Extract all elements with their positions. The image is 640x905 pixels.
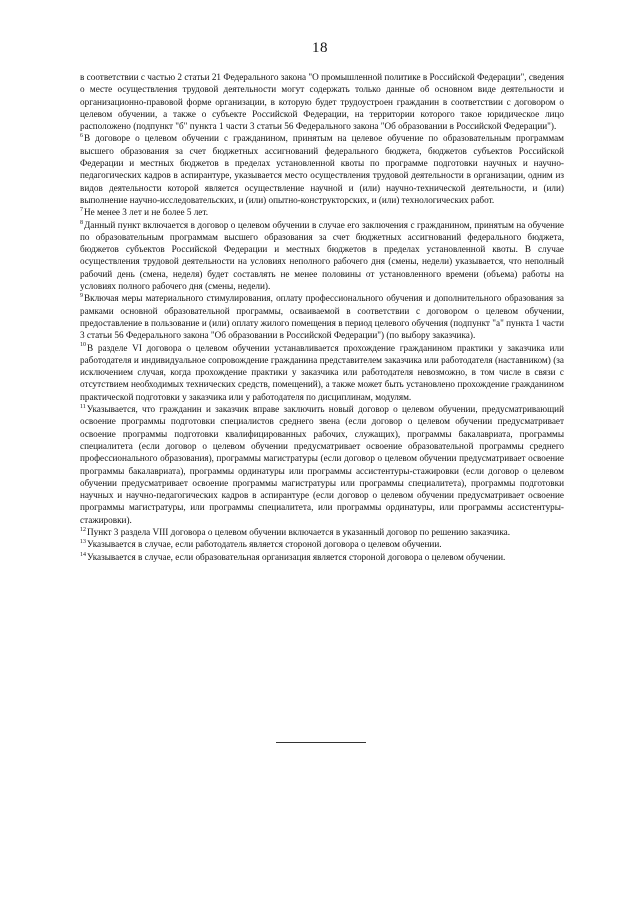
footnote-11 <box>80 403 564 526</box>
footnote-marker: 14 <box>80 551 86 558</box>
page-number: 18 <box>312 40 328 56</box>
footnote-continuation: в соответствии с частью 2 статьи 21 Федерального закона "О промышленной политике в Российской Федерации", сведения о месте осуществления трудовой деятельности могут содержать только данные об основном виде деятельности и организационно-правовой форме организации, в которую будет трудоустроен гражданин в соответствии с договором о целевом обучении, а также о субъекте Российской Федерации, на территории которого такое юридическое лицо расположено (подпункт "б" пункта 1 части 3 статьи 56 Федерального закона "Об образовании в Российской Федерации"). <box>80 72 564 132</box>
footnote-marker: 10 <box>80 342 86 349</box>
footnote-10 <box>80 342 564 403</box>
footnote-text: Не менее 3 лет и не более 5 лет. <box>84 207 208 218</box>
footnote-marker: 7 <box>80 207 83 214</box>
footnotes-section <box>80 71 564 563</box>
footnote-text: Указывается в случае, если образовательная организация является стороной договора о целевом обучении. <box>87 551 506 562</box>
footnote-text: Пункт 3 раздела VIII договора о целевом обучении включается в указанный договор по решению заказчика. <box>87 526 511 537</box>
footnote-text: Данный пункт включается в договор о целевом обучении в случае его заключения с гражданином, принятым на обучение по образовательным программам высшего образования за счет бюджетных ассигнований федерального бюджета, бюджетов субъектов Российской Федерации и местных бюджетов в пределах установленной квоты. В случае осуществления трудовой деятельности на условиях неполного рабочего дня (смены, недели) указывается, что неполный рабочий день (смена, неделя) будет составлять не менее половины от установленного времени (объема) работы на условиях полного рабочего дня (смены, недели). <box>80 219 564 292</box>
footnote-marker: 8 <box>80 219 83 226</box>
footnote-marker: 12 <box>80 526 86 533</box>
footnote-text: В договоре о целевом обучении с гражданином, принятым на целевое обучение по образовательным программам высшего образования за счет бюджетных ассигнований федерального бюджета, бюджетов субъектов Российской Федерации и местных бюджетов в пределах установленной квоты по программе подготовки научных и научно-педагогических кадров в аспирантуре, указывается место осуществления трудовой деятельности в организации, одним из видов деятельности которой является осуществление научной и (или) научно-технической деятельности, и (или) выполнение научно-исследовательских, и (или) опытно-конструкторских, и (или) технологических работ. <box>80 133 564 205</box>
footnote-9 <box>80 292 564 341</box>
footnote-text: Включая меры материального стимулирования, оплату профессионального обучения и дополнительного образования за рамками основной образовательной программы, осваиваемой в соответствии с договором о целевом обучении, предоставление в пользование и (или) оплату жилого помещения в период целевого обучения (подпункт "а" пункта 1 части 3 статьи 56 Федерального закона "Об образовании в Российской Федерации") (по выбору заказчика). <box>80 293 564 341</box>
end-divider-line <box>276 742 366 743</box>
footnote-8 <box>80 219 564 293</box>
footnote-12 <box>80 526 564 538</box>
footnote-marker: 13 <box>80 539 86 546</box>
footnote-marker: 11 <box>80 403 86 410</box>
footnote-13 <box>80 538 564 550</box>
footnote-14 <box>80 551 564 563</box>
footnote-6 <box>80 132 564 206</box>
footnote-text: В разделе VI договора о целевом обучении устанавливается прохождение гражданином практики у заказчика или работодателя и индивидуальное сопровождение гражданина представителем заказчика или работодателя (наставником) (за исключением случая, когда прохождение практики у заказчика или работодателя невозможно, в том числе в связи с отсутствием необходимых технических средств, помещений), а также может быть установлено прохождение гражданином практической подготовки у заказчика или у работодателя по дисциплинам, модулям. <box>80 342 564 402</box>
footnote-marker: 6 <box>80 133 83 140</box>
footnote-marker: 9 <box>80 293 83 300</box>
footnote-7 <box>80 206 564 218</box>
footnote-text: Указывается в случае, если работодатель является стороной договора о целевом обучении. <box>87 539 442 550</box>
footnote-text: Указывается, что гражданин и заказчик вправе заключить новый договор о целевом обучении, предусматривающий освоение программы подготовки специалистов среднего звена (если договор о целевом обучении предусматривает освоение программы подготовки квалифицированных рабочих, служащих), программы бакалавриата, программы специалитета (если договор о целевом обучении предусматривает освоение образовательной программы среднего профессионального образования), программы магистратуры (если договор о целевом обучении предусматривает освоение программы бакалавриата), программы ординатуры или программы ассистентуры-стажировки (если договор о целевом обучении предусматривает освоение программы магистратуры или программы специалитета), программы подготовки научных и научно-педагогических кадров в аспирантуре (если договор о целевом обучении предусматривает освоение программы магистратуры, или программы специалитета, или программы ординатуры, или программы ассистентуры-стажировки). <box>80 404 564 525</box>
